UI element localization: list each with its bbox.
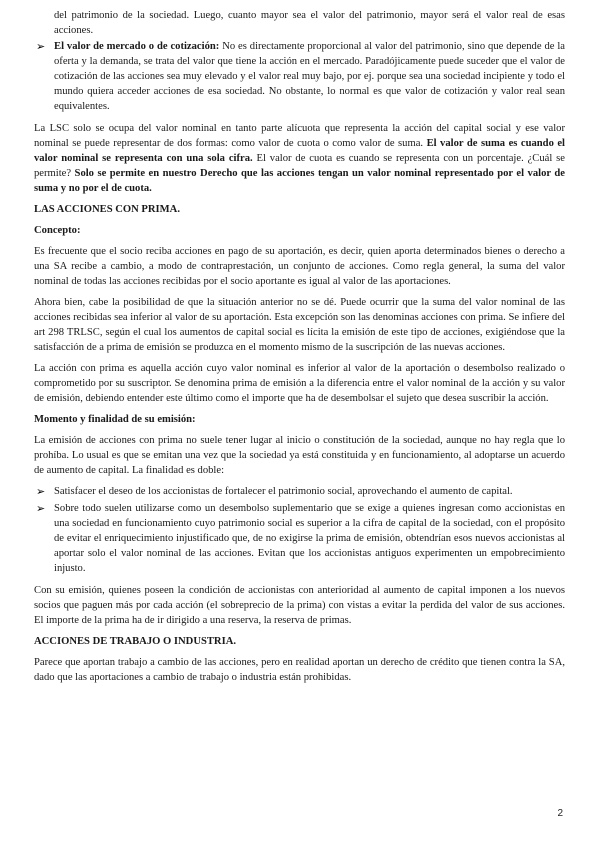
paragraph-trabajo: Parece que aportan trabajo a cambio de las acciones, pero en realidad aportan un derecho de crédito que tienen contra la SA, dado que las aportaciones a cambio de trabajo o industria están prohibidas. [34, 657, 565, 683]
bullet-text: No es directamente proporcional al valor del patrimonio, sino que depende de la oferta y la demanda, se trata del valor que tiene la acción en el mercado. Paradójicamente puede suceder que el valor de cotización de las acciones sea muy elevado y el valor real muy bajo, por ej. porque sea una sociedad incipiente y todo el mundo quiera acceder acciones de esa sociedad. No obstante, lo normal es que valor de cotización y valor real sean equivalentes. [54, 41, 565, 112]
paragraph-emision: Con su emisión, quienes poseen la condición de accionistas con anterioridad al aumento de capital imponen a los nuevos socios que paguen más por cada acción (el sobreprecio de la prima) con vistas a evitar la perdida del valor de sus acciones. El importe de la prima ha de ir dirigido a una reserva, la reserva de primas. [34, 585, 565, 626]
lsc-bold-2: Solo se permite en nuestro Derecho que las acciones tengan un valor nominal representado por el valor de suma y no por el de cuota. [34, 168, 565, 194]
bullet-finalidad-1 [34, 484, 565, 499]
bullet-text: Sobre todo suelen utilizarse como un desembolso suplementario que se exige a quienes ingresan como accionistas en una sociedad en funcionamiento cuyo patrimonio social es superior a la cifra de capital de la sociedad, con el propósito de evitar el enriquecimiento injustificado que, de no exigirse la prima de emisión, obtendrían esos nuevos accionistas al aportar solo el valor nominal de las acciones. Evitan que los accionistas antiguos experimenten un empobrecimiento injusto. [54, 503, 565, 574]
arrow-bullet-icon: ➢ [36, 40, 46, 53]
lsc-text-1: La LSC solo se ocupa del valor nominal en tanto parte alícuota que representa la acción del capital social y ese valor nominal se puede representar de dos formas: como valor de cuota o como valor de suma. [34, 123, 565, 149]
bullet-market-value [34, 39, 565, 114]
document-page [34, 8, 565, 691]
lsc-bold-1: El valor de suma es cuando el valor nominal se representa con una sola cifra. [34, 138, 565, 164]
subheading-concepto: Concepto: [34, 225, 81, 236]
paragraph-concepto-3: La acción con prima es aquella acción cuyo valor nominal es inferior al valor de la aportación o desembolso realizado o comprometido por su suscriptor. Se denomina prima de emisión a la diferencia entre el valor nominal de la acción y su valor de emisión, debiendo entender este último como el importe que ha de desembolsar el sujeto que desea suscribir la acción. [34, 363, 565, 404]
arrow-bullet-icon: ➢ [36, 485, 46, 498]
bullet-finalidad-2 [34, 501, 565, 576]
lsc-paragraph [34, 121, 565, 196]
intro-continuation: del patrimonio de la sociedad. Luego, cuanto mayor sea el valor del patrimonio, mayor será el valor real de esas acciones. [54, 10, 565, 36]
paragraph-concepto-1: Es frecuente que el socio reciba acciones en pago de su aportación, es decir, quien aporta determinados bienes o derecho a una SA recibe a cambio, a modo de contraprestación, un conjunto de acciones. Como regla general, la suma del valor nominal de todas las acciones recibidas por el socio aportante es igual al valor de las aportaciones. [34, 246, 565, 287]
arrow-bullet-icon: ➢ [36, 502, 46, 515]
bullet-text: Satisfacer el deseo de los accionistas de fortalecer el patrimonio social, aprovechando el aumento de capital. [54, 486, 513, 497]
lsc-text-2: El valor de cuota es cuando se representa con un porcentaje. ¿Cuál se permite? [34, 153, 565, 179]
page-number: 2 [557, 808, 563, 819]
bullet-term: El valor de mercado o de cotización: [54, 41, 220, 52]
section-heading-trabajo: ACCIONES DE TRABAJO O INDUSTRIA. [34, 636, 237, 647]
section-heading-prima: LAS ACCIONES CON PRIMA. [34, 204, 180, 215]
subheading-momento: Momento y finalidad de su emisión: [34, 414, 196, 425]
paragraph-momento: La emisión de acciones con prima no suele tener lugar al inicio o constitución de la sociedad, aunque no hay regla que lo prohíba. Lo usual es que se emitan una vez que la sociedad ya está constituida y en funcionamiento, al adoptarse un acuerdo de aumento de capital. La finalidad es doble: [34, 435, 565, 476]
paragraph-concepto-2: Ahora bien, cabe la posibilidad de que la situación anterior no se dé. Puede ocurrir que la suma del valor nominal de las acciones recibidas sea inferior al valor de su aportación. Esta excepción son las denominas acciones con prima. Se infiere del art 298 TRLSC, según el cual los aumentos de capital social es lícita la emisión de este tipo de acciones, exigiéndose que la satisfacción de a prima de emisión se produzca en el momento mismo de la suscripción de las nuevas acciones. [34, 297, 565, 353]
